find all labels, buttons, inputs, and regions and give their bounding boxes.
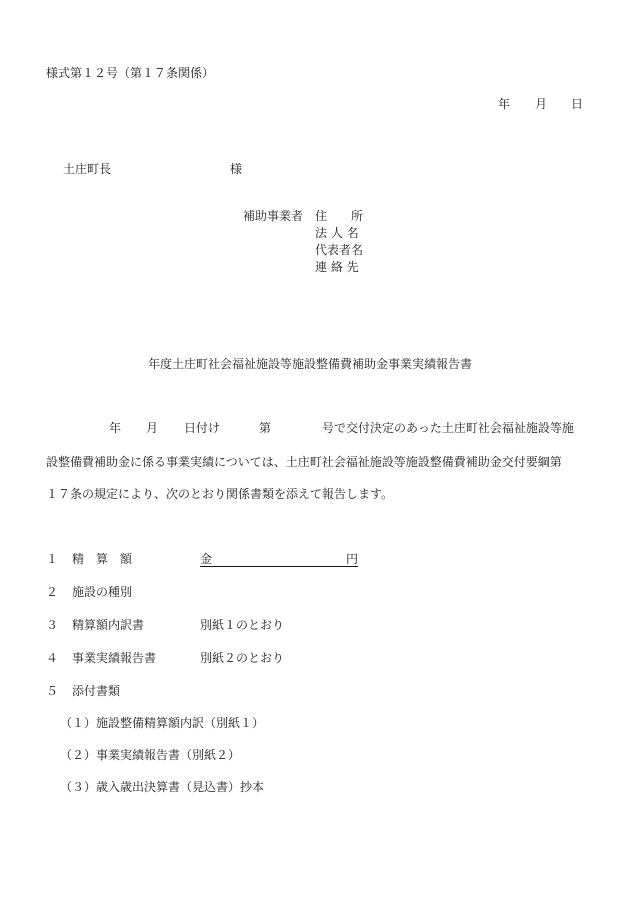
item-number: １ bbox=[46, 552, 59, 566]
item-label: 添付書類 bbox=[72, 684, 121, 698]
body-number-prefix: 第 bbox=[259, 421, 272, 435]
item-label: 精算額内訳書 bbox=[72, 618, 145, 632]
recipient-honorific: 様 bbox=[230, 162, 243, 176]
item-number: ３ bbox=[46, 618, 59, 632]
date-day: 日 bbox=[571, 97, 584, 111]
item-label: 事業実績報告書 bbox=[72, 651, 157, 665]
date-month: 月 bbox=[535, 97, 548, 111]
form-number: 様式第１２号（第１７条関係） bbox=[46, 66, 215, 80]
item-value: 別紙２のとおり bbox=[200, 651, 285, 665]
applicant-label: 補助事業者 bbox=[243, 209, 304, 223]
item-value: 別紙１のとおり bbox=[200, 618, 285, 632]
body-line-1-rest: 号で交付決定のあった土庄町社会福祉施設等施 bbox=[322, 421, 574, 435]
item-number: ２ bbox=[46, 585, 59, 599]
body-month: 月 bbox=[146, 421, 159, 435]
attachment-item: （１）施設整備精算額内訳（別紙１） bbox=[60, 716, 265, 730]
applicant-field-address: 住 所 bbox=[315, 209, 364, 223]
item-label: 施設の種別 bbox=[72, 585, 133, 599]
amount-suffix: 円 bbox=[346, 552, 359, 566]
body-date-suffix: 日付け bbox=[184, 421, 221, 435]
recipient-name: 土庄町長 bbox=[63, 162, 112, 176]
amount-prefix: 金 bbox=[200, 552, 213, 566]
body-year: 年 bbox=[109, 421, 122, 435]
applicant-field-contact: 連 絡 先 bbox=[315, 260, 359, 274]
applicant-field-corp-name: 法 人 名 bbox=[315, 226, 359, 240]
item-number: ５ bbox=[46, 684, 59, 698]
document-title: 年度土庄町社会福祉施設等施設整備費補助金事業実績報告書 bbox=[148, 357, 473, 371]
applicant-field-representative: 代表者名 bbox=[315, 243, 364, 257]
item-number: ４ bbox=[46, 651, 59, 665]
body-line-3: １７条の規定により、次のとおり関係書類を添えて報告します。 bbox=[46, 487, 394, 501]
item-label: 精 算 額 bbox=[72, 552, 133, 566]
attachment-item: （３）歳入歳出決算書（見込書）抄本 bbox=[60, 780, 265, 794]
attachment-item: （２）事業実績報告書（別紙２） bbox=[60, 748, 241, 762]
date-year: 年 bbox=[498, 97, 511, 111]
settlement-amount-field[interactable] bbox=[200, 551, 358, 567]
body-line-2: 設整備費補助金に係る事業実績については、土庄町社会福祉施設等施設整備費補助金交付要綱第 bbox=[46, 455, 562, 469]
